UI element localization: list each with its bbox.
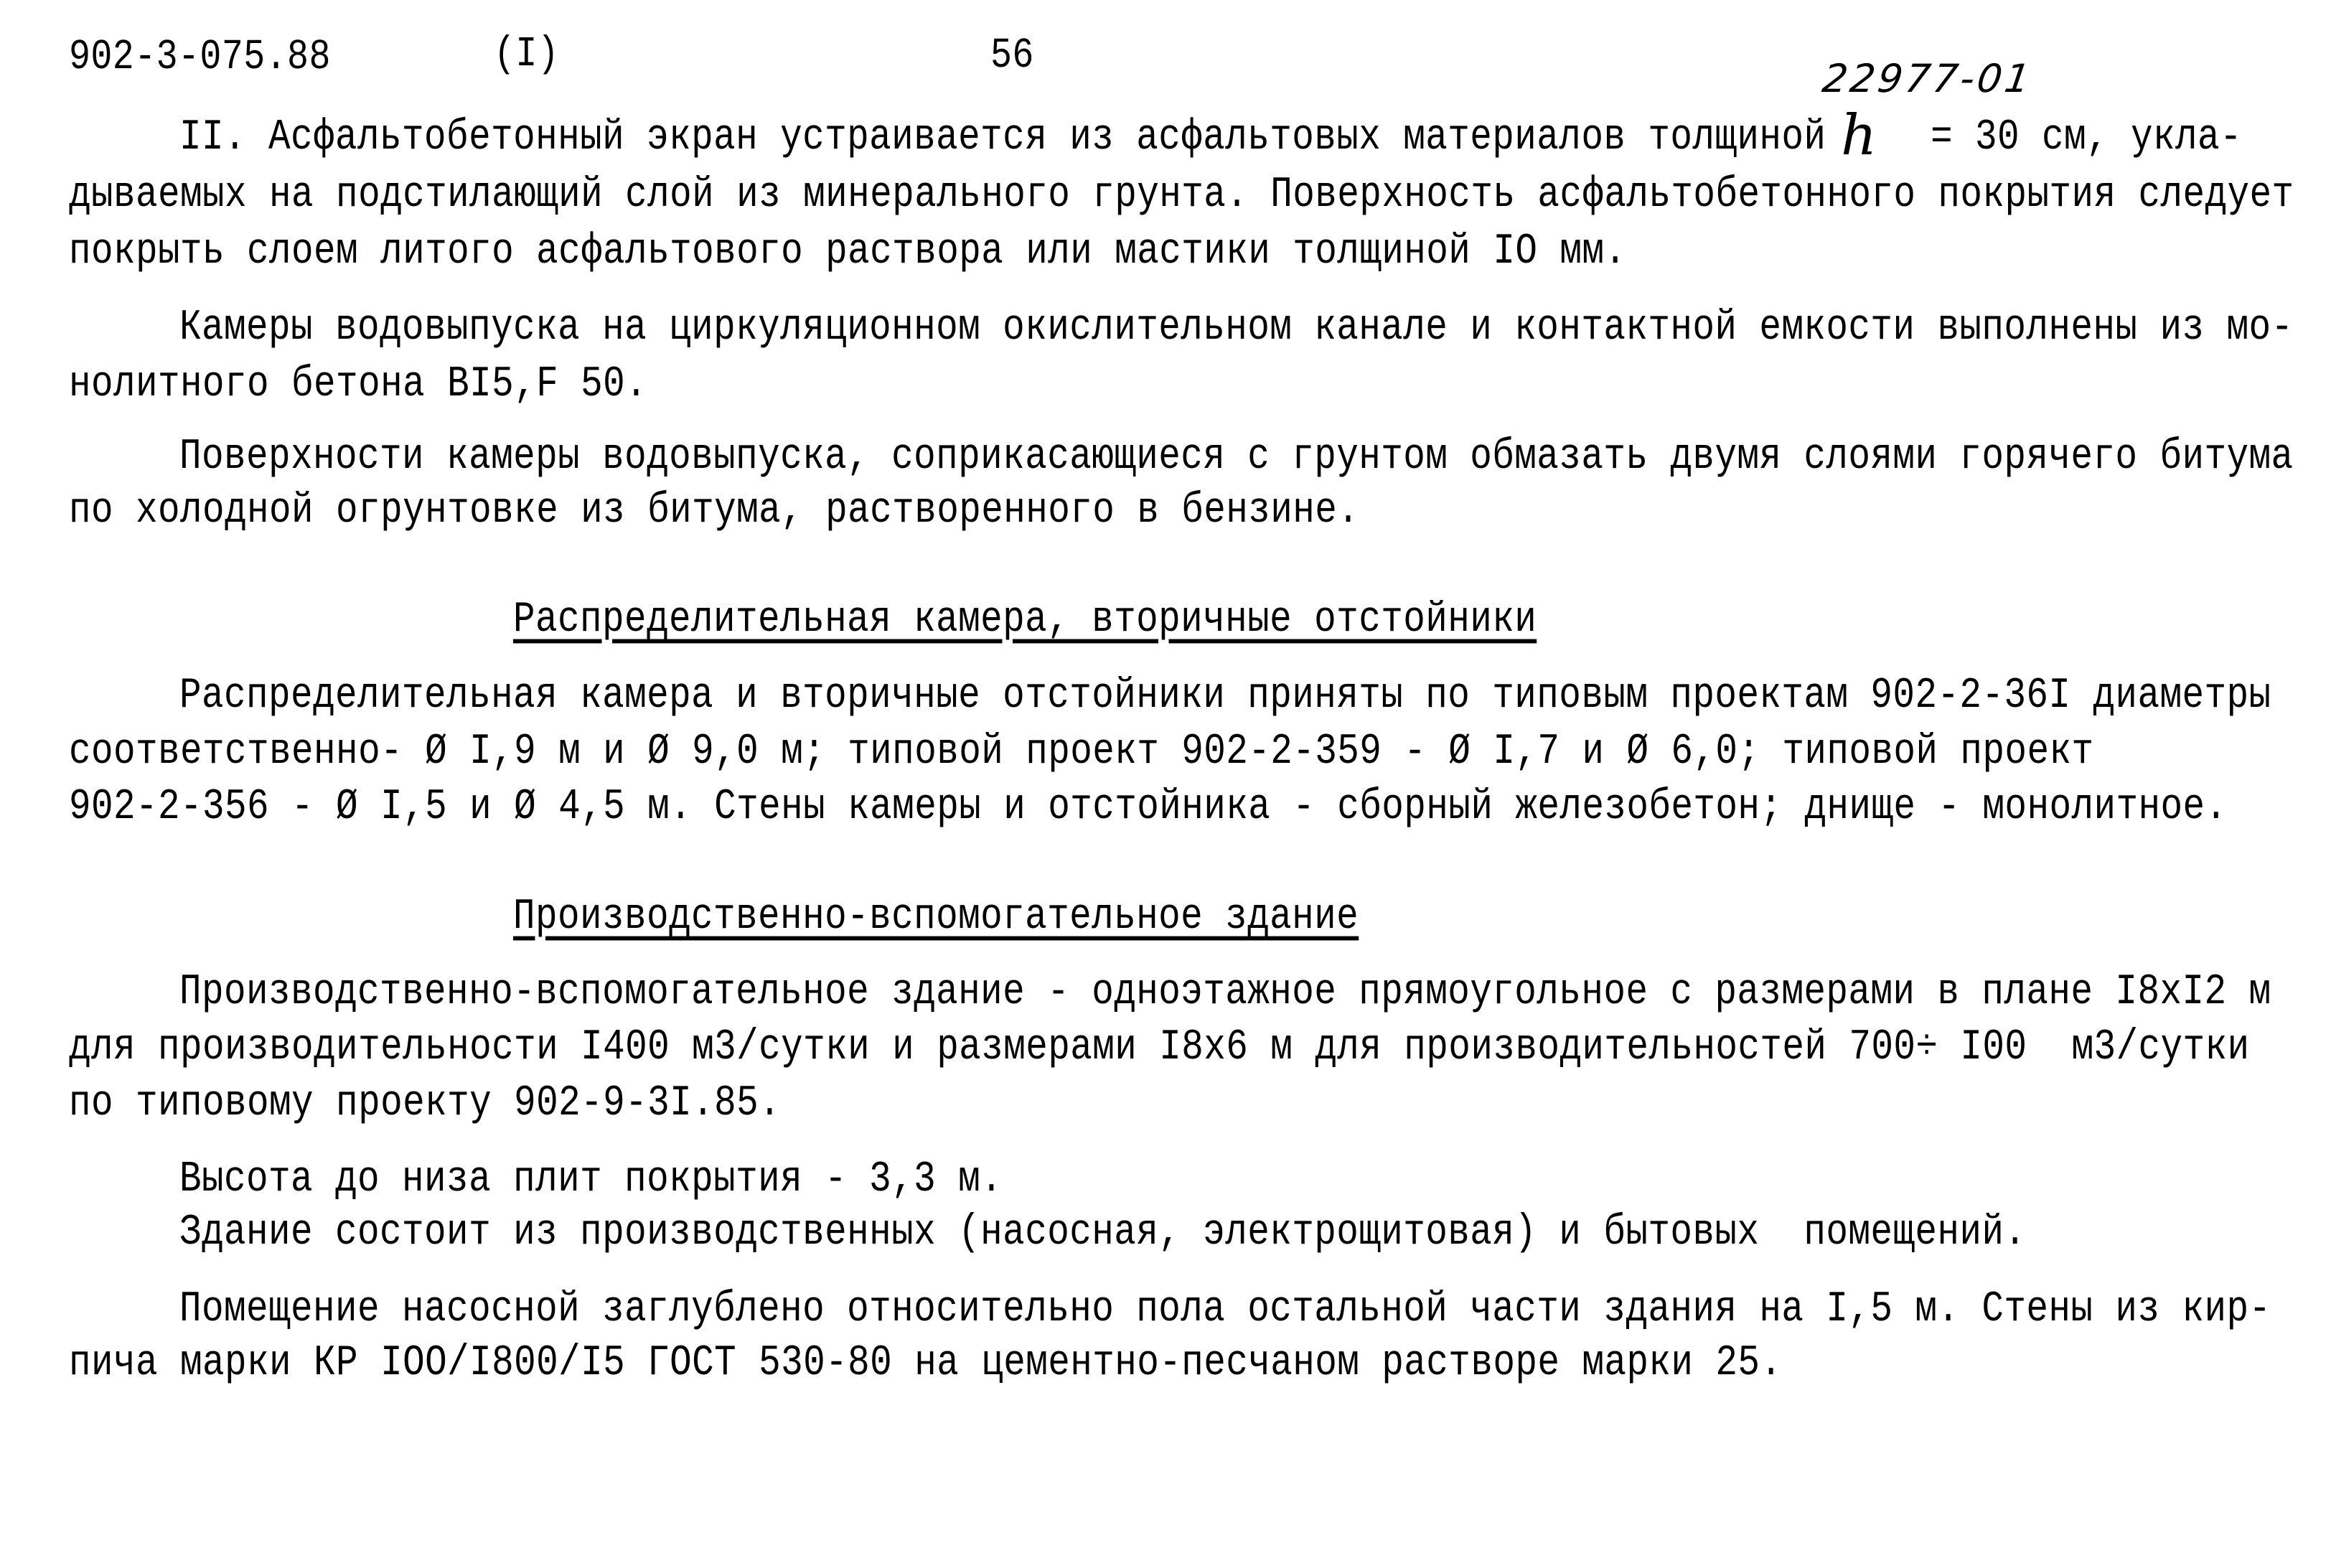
para-building-line2: для производительности I400 м3/сутки и размерами I8x6 м для производительностей 700÷ I00 м3/сутки <box>69 1023 2250 1072</box>
para-rooms-line: Здание состоит из производственных (насосная, электрощитовая) и бытовых помещений. <box>179 1208 2027 1257</box>
para-distribution-line3: 902-2-356 - Ø I,5 и Ø 4,5 м. Стены камеры и отстойника - сборный железобетон; днище - монолитное. <box>69 783 2228 832</box>
para-building-line1: Производственно-вспомогательное здание - одноэтажное прямоугольное с размерами в плане I8xI2 м <box>179 968 2271 1017</box>
para-surfaces-line2: по холодной огрунтовке из битума, растворенного в бензине. <box>69 487 1360 535</box>
para-asphalt-line1-b: = 30 см, укла- <box>1931 113 2243 162</box>
para-pump-line2: пича марки КР IOO/I800/I5 ГОСТ 530-80 на цементно-песчаном растворе марки 25. <box>69 1339 1783 1388</box>
thickness-symbol: h <box>1841 103 1877 168</box>
para-building-line3: по типовому проекту 902-9-3I.85. <box>69 1079 782 1128</box>
document-code: 902-3-075.88 <box>69 33 331 82</box>
section-heading-distribution: Распределительная камера, вторичные отстойники <box>513 596 1537 644</box>
para-pump-line1: Помещение насосной заглублено относительно пола остальной части здания на I,5 м. Стены из кир- <box>179 1285 2271 1334</box>
para-outlet-line1: Камеры водовыпуска на циркуляционном окислительном канале и контактной емкости выполнены из мо- <box>179 304 2294 352</box>
para-outlet-line2: нолитного бетона BI5,F 50. <box>69 360 648 409</box>
para-asphalt-line1-a: II. Асфальтобетонный экран устраивается из асфальтовых материалов толщиной <box>179 113 1826 162</box>
page-number: 56 <box>990 32 1034 80</box>
para-asphalt-line2: дываемых на подстилающий слой из минерального грунта. Поверхность асфальтобетонного покрытия следует <box>69 171 2294 220</box>
para-asphalt-line3: покрыть слоем литого асфальтового раствора или мастики толщиной IO мм. <box>69 227 1627 276</box>
section-heading-aux-building: Производственно-вспомогательное здание <box>513 893 1359 942</box>
para-distribution-line2: соответственно- Ø I,9 м и Ø 9,0 м; типовой проект 902-2-359 - Ø I,7 и Ø 6,0; типовой проект <box>69 728 2094 776</box>
para-height-line: Высота до низа плит покрытия - 3,3 м. <box>179 1155 1003 1204</box>
album-number: (I) <box>494 30 560 79</box>
inventory-stamp: 22977-01 <box>1819 56 2036 101</box>
para-distribution-line1: Распределительная камера и вторичные отстойники приняты по типовым проектам 902-2-36I диаметры <box>179 672 2271 720</box>
para-surfaces-line1: Поверхности камеры водовыпуска, соприкасающиеся с грунтом обмазать двумя слоями горячего битума <box>179 433 2294 482</box>
